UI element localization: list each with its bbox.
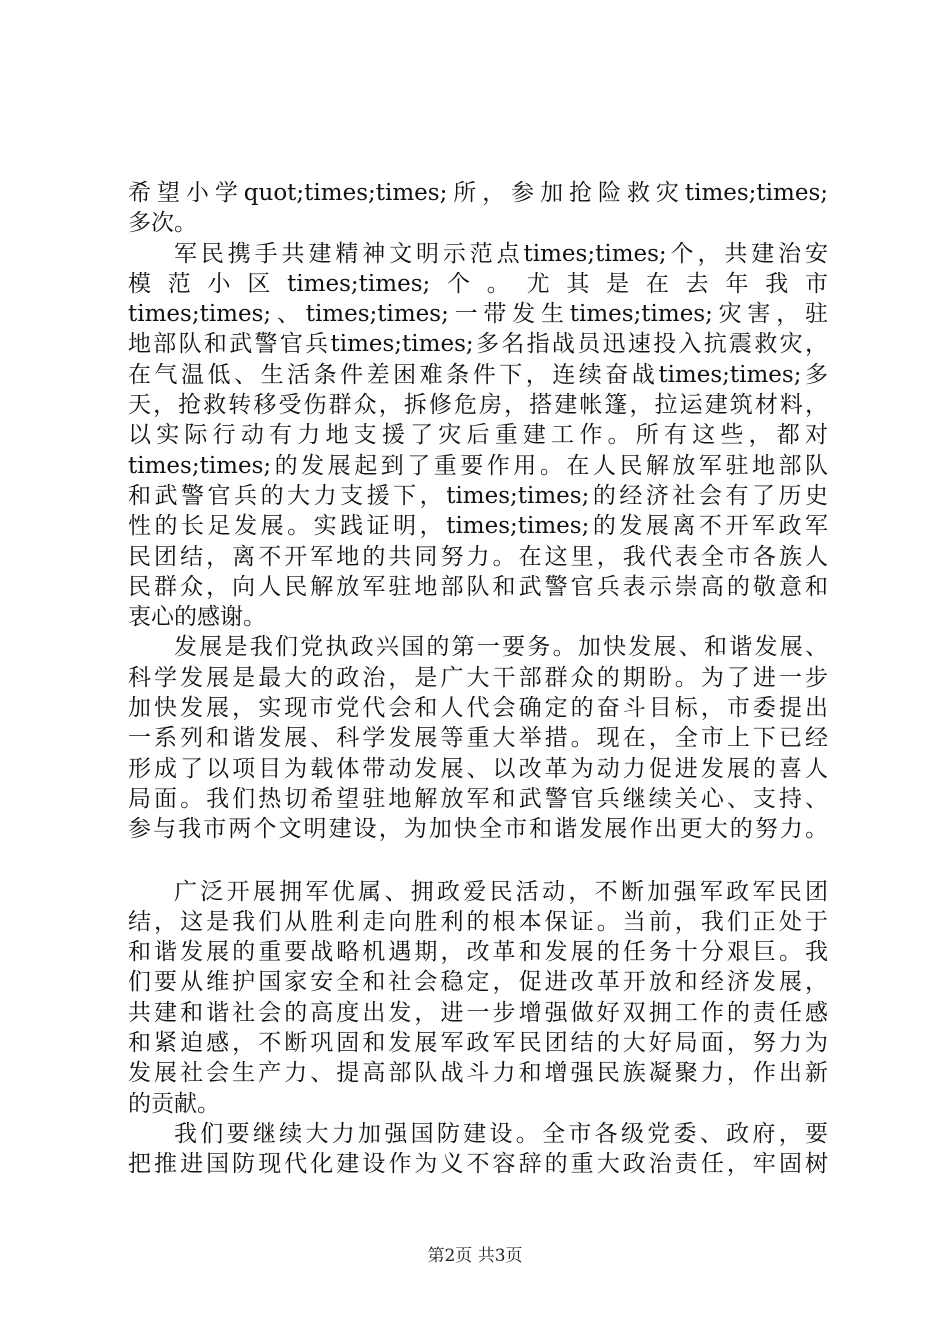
paragraph-5 [128, 1119, 828, 1180]
text-line: 天，抢救转移受伤群众，拆修危房，搭建帐篷，拉运建筑材料， [128, 392, 828, 419]
paragraph-4 [128, 877, 828, 1119]
text-line: 多次。 [128, 210, 197, 237]
text-line: 和紧迫感，不断巩固和发展军政军民团结的大好局面，努力为 [128, 1030, 828, 1057]
text-line: 希望小学quot;times;times;所，参加抢险救灾times;times; [128, 180, 828, 206]
text-line: 和谐发展的重要战略机遇期，改革和发展的任务十分艰巨。我 [128, 939, 828, 966]
text-line: 科学发展是最大的政治，是广大干部群众的期盼。为了进一步 [128, 664, 828, 691]
text-line: 民团结，离不开军地的共同努力。在这里，我代表全市各族人 [128, 543, 828, 570]
text-line: times;times;、times;times;一带发生times;times;灾害，驻 [128, 301, 828, 328]
text-line: 模范小区times;times;个。尤其是在去年我市 [128, 270, 828, 297]
text-line: 形成了以项目为载体带动发展、以改革为动力促进发展的喜人 [128, 755, 828, 782]
text-line: 衷心的感谢。 [128, 604, 266, 631]
text-line: 广泛开展拥军优属、拥政爱民活动，不断加强军政军民团 [174, 878, 828, 905]
text-line: 发展社会生产力、提高部队战斗力和增强民族凝聚力，作出新 [128, 1060, 828, 1087]
text-line: 的贡献。 [128, 1090, 220, 1117]
text-line: 加快发展，实现市党代会和人代会确定的奋斗目标，市委提出 [128, 695, 828, 722]
paragraph-3 [128, 632, 828, 844]
page-number-footer: 第2页 共3页 [427, 1246, 523, 1266]
text-line: 和武警官兵的大力支援下，times;times;的经济社会有了历史 [128, 482, 828, 509]
text-line: 以实际行动有力地支援了灾后重建工作。所有这些，都对 [128, 422, 828, 449]
text-line: 局面。我们热切希望驻地解放军和武警官兵继续关心、支持、 [128, 785, 828, 812]
text-line: 结，这是我们从胜利走向胜利的根本保证。当前，我们正处于 [128, 908, 828, 935]
paragraph-2 [128, 239, 828, 633]
text-line: 在气温低、生活条件差困难条件下，连续奋战times;times;多 [128, 361, 828, 388]
text-line: 地部队和武警官兵times;times;多名指战员迅速投入抗震救灾， [128, 331, 828, 358]
text-line: 性的长足发展。实践证明，times;times;的发展离不开军政军 [128, 513, 828, 540]
document-body [128, 178, 828, 1180]
text-line: 民群众，向人民解放军驻地部队和武警官兵表示崇高的敬意和 [128, 573, 828, 600]
paragraph-1 [128, 178, 828, 239]
text-line: 军民携手共建精神文明示范点times;times;个，共建治安 [174, 240, 828, 267]
text-line: 参与我市两个文明建设，为加快全市和谐发展作出更大的努力。 [128, 816, 828, 843]
text-line: times;times;的发展起到了重要作用。在人民解放军驻地部队 [128, 452, 828, 479]
text-line: 把推进国防现代化建设作为义不容辞的重大政治责任，牢固树 [128, 1151, 828, 1178]
text-line: 发展是我们党执政兴国的第一要务。加快发展、和谐发展、 [174, 634, 828, 661]
text-line: 一系列和谐发展、科学发展等重大举措。现在，全市上下已经 [128, 725, 828, 752]
text-line: 们要从维护国家安全和社会稳定，促进改革开放和经济发展， [128, 969, 828, 996]
text-line: 共建和谐社会的高度出发，进一步增强做好双拥工作的责任感 [128, 999, 828, 1026]
paragraph-spacer [128, 845, 828, 877]
text-line: 我们要继续大力加强国防建设。全市各级党委、政府，要 [174, 1120, 828, 1147]
